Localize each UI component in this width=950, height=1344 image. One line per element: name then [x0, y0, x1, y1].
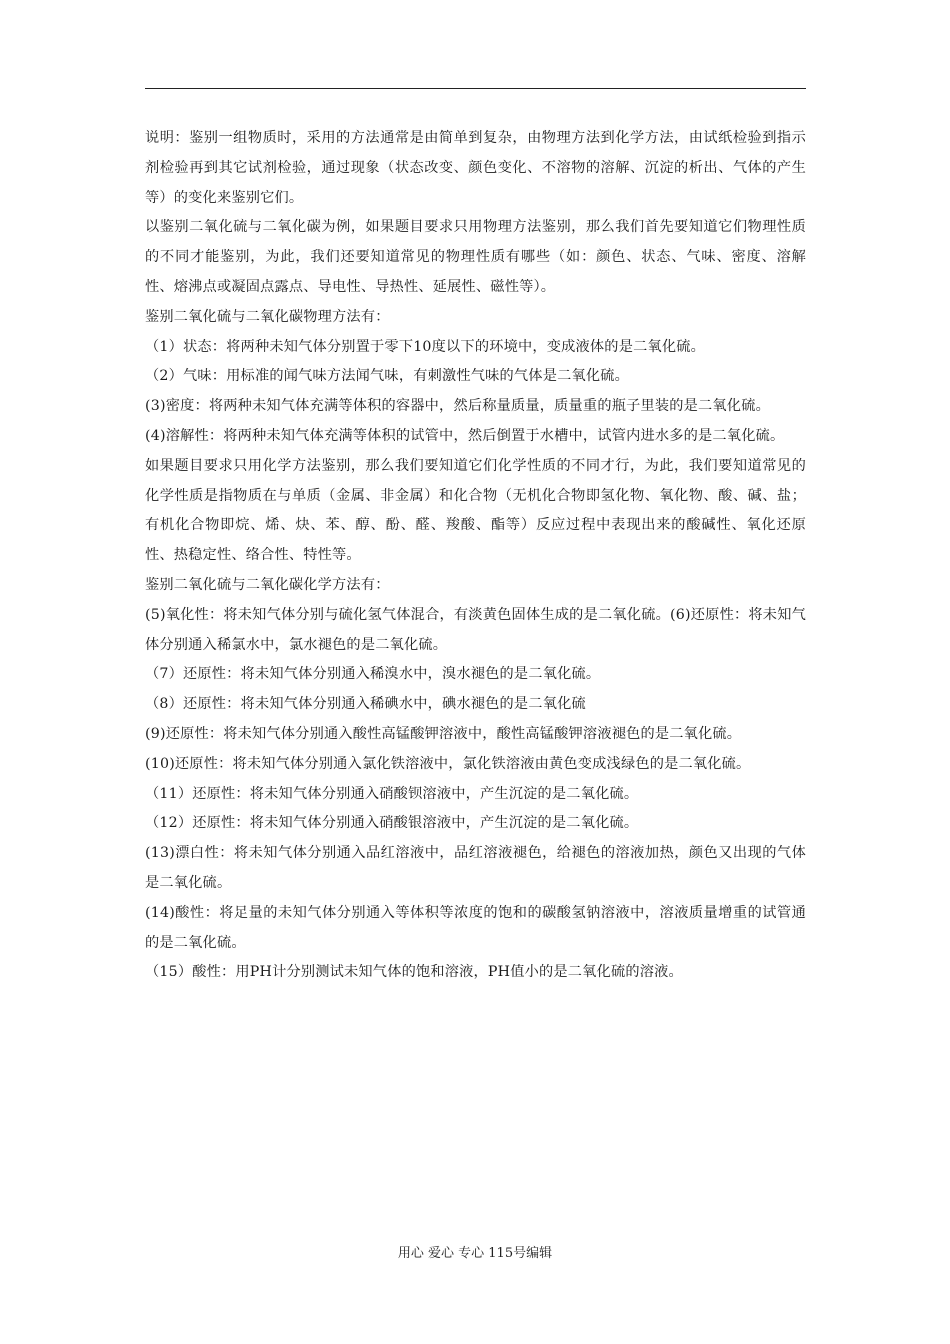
list-item-5-6: (5)氧化性：将未知气体分别与硫化氢气体混合，有淡黄色固体生成的是二氧化硫。(6)还原性：将未知气体分别通入稀氯水中，氯水褪色的是二氧化硫。 — [145, 606, 806, 653]
paragraph-intro: 说明：鉴别一组物质时，采用的方法通常是由简单到复杂，由物理方法到化学方法，由试纸检验到指示剂检验再到其它试剂检验，通过现象（状态改变、颜色变化、不溶物的溶解、沉淀的析出、气体的产生等）的变化来鉴别它们。 — [145, 130, 806, 206]
list-item-2: （2）气味：用标准的闻气味方法闻气味，有刺激性气味的气体是二氧化硫。 — [145, 368, 630, 385]
list-item-15: （15）酸性：用PH计分别测试未知气体的饱和溶液，PH值小的是二氧化硫的溶液。 — [145, 964, 683, 981]
header-rule — [145, 88, 806, 89]
list-item-3: (3)密度：将两种未知气体充满等体积的容器中，然后称量质量，质量重的瓶子里装的是二氧化硫。 — [145, 398, 770, 415]
list-item-8: （8）还原性：将未知气体分别通入稀碘水中，碘水褪色的是二氧化硫 — [145, 696, 586, 713]
document-body — [145, 124, 806, 988]
list-item-7: （7）还原性：将未知气体分别通入稀溴水中，溴水褪色的是二氧化硫。 — [145, 666, 601, 683]
page-footer: 用心 爱心 专心 115号编辑 — [397, 1246, 553, 1261]
list-item-4: (4)溶解性：将两种未知气体充满等体积的试管中，然后倒置于水槽中，试管内进水多的是二氧化硫。 — [145, 427, 785, 444]
list-item-13: (13)漂白性：将未知气体分别通入品红溶液中，品红溶液褪色，给褪色的溶液加热，颜色又出现的气体是二氧化硫。 — [145, 845, 806, 891]
paragraph-chemical-intro: 如果题目要求只用化学方法鉴别，那么我们要知道它们化学性质的不同才行，为此，我们要知道常见的化学性质是指物质在与单质（金属、非金属）和化合物（无机化合物即氢化物、氧化物、酸、碱、盐；有机化合物即烷、烯、炔、苯、醇、酚、醛、羧酸、酯等）反应过程中表现出来的酸碱性、氧化还原性、热稳定性、络合性、特性等。 — [145, 457, 806, 564]
list-item-1: （1）状态：将两种未知气体分别置于零下10度以下的环境中，变成液体的是二氧化硫。 — [145, 338, 706, 355]
list-item-11: （11）还原性：将未知气体分别通入硝酸钡溶液中，产生沉淀的是二氧化硫。 — [145, 785, 639, 802]
list-item-10: (10)还原性：将未知气体分别通入氯化铁溶液中，氯化铁溶液由黄色变成浅绿色的是二氧化硫。 — [145, 755, 751, 772]
list-item-12: （12）还原性：将未知气体分别通入硝酸银溶液中，产生沉淀的是二氧化硫。 — [145, 815, 639, 832]
paragraph-physical-intro: 以鉴别二氧化硫与二氧化碳为例，如果题目要求只用物理方法鉴别，那么我们首先要知道它们物理性质的不同才能鉴别，为此，我们还要知道常见的物理性质有哪些（如：颜色、状态、气味、密度、溶解性、熔沸点或凝固点露点、导电性、导热性、延展性、磁性等）。 — [145, 219, 806, 295]
list-item-9: (9)还原性：将未知气体分别通入酸性高锰酸钾溶液中，酸性高锰酸钾溶液褪色的是二氧化硫。 — [145, 725, 742, 742]
heading-chemical-methods: 鉴别二氧化硫与二氧化碳化学方法有： — [145, 576, 390, 593]
heading-physical-methods: 鉴别二氧化硫与二氧化碳物理方法有： — [145, 308, 390, 325]
list-item-14: (14)酸性：将足量的未知气体分别通入等体积等浓度的饱和的碳酸氢钠溶液中，溶液质量增重的试管通的是二氧化硫。 — [145, 904, 806, 951]
